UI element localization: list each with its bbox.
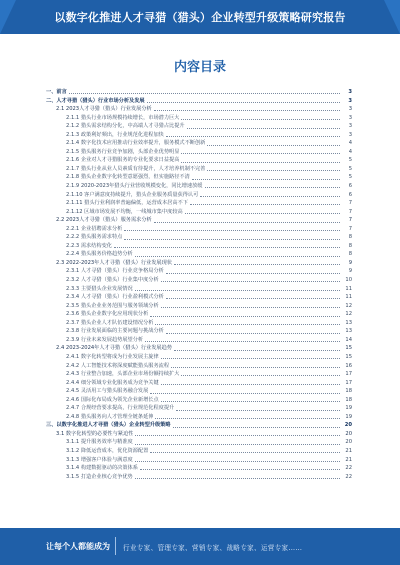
toc-entry[interactable] (46, 148, 352, 157)
toc-entry-label: 3.1.4 构建数据驱动的决策体系 (66, 465, 138, 472)
toc-entry-page-number: 6 (348, 191, 352, 198)
toc-entry-label: 2.4.8 猎头服务向人才管理全链条延伸 (66, 413, 154, 420)
toc-entry-page-number: 13 (345, 328, 352, 335)
toc-entry-label: 2.1.12 区域市场发展不均衡，一线城市集中度较高 (66, 208, 183, 215)
toc-entry-page-number: 14 (345, 336, 352, 343)
toc-entry[interactable] (46, 233, 352, 242)
toc-leader-dots (161, 384, 340, 385)
toc-entry-page-number: 8 (348, 234, 352, 241)
toc-leader-dots (154, 222, 340, 223)
toc-entry-label: 2.1.7 猎头行业从业人员素质有待提升，人才培养机制不完善 (66, 165, 206, 172)
toc-entry-page-number: 12 (345, 311, 352, 318)
toc-leader-dots (185, 213, 340, 214)
toc-entry-page-number: 4 (348, 140, 352, 147)
toc-entry[interactable] (46, 473, 352, 482)
toc-entry[interactable] (46, 413, 352, 422)
toc-entry-label: 2.4.7 合规经营要求提高，行业规范化程度提升 (66, 405, 175, 412)
toc-entry-page-number: 16 (345, 362, 352, 369)
toc-leader-dots (166, 273, 340, 274)
toc-entry-label: 3.1 数字化转型的必要性与紧迫性 (56, 430, 134, 437)
toc-leader-dots (176, 410, 340, 411)
toc-entry-label: 2.1.11 猎头行业利润率普遍偏低，运营成本居高不下 (66, 200, 188, 207)
toc-entry[interactable] (46, 216, 352, 225)
toc-entry-label: 3.1.2 降低运营成本，优化资源配置 (66, 447, 149, 454)
toc-entry-page-number: 7 (348, 225, 352, 232)
toc-entry-page-number: 8 (348, 251, 352, 258)
toc-heading: 内容目录 (173, 60, 226, 75)
toc-leader-dots (161, 281, 340, 282)
toc-entry-label: 一、前言 (46, 89, 67, 95)
toc-entry-page-number: 3 (348, 106, 352, 113)
toc-entry[interactable] (46, 165, 352, 174)
toc-entry-page-number: 9 (348, 268, 352, 275)
toc-entry-page-number: 4 (348, 148, 352, 155)
toc-leader-dots (200, 196, 340, 197)
toc-entry-page-number: 21 (345, 456, 352, 463)
toc-entry[interactable] (46, 302, 352, 311)
toc-entry-label: 2.2 2023人才寻猎（猎头）服务需求分析 (56, 217, 152, 224)
toc-leader-dots (205, 187, 341, 188)
toc-entry-page-number: 15 (345, 345, 352, 352)
toc-leader-dots (174, 350, 340, 351)
toc-entry-page-number: 22 (345, 465, 352, 472)
toc-leader-dots (181, 153, 340, 154)
toc-leader-dots (166, 136, 340, 137)
toc-entry-label: 2.3.1 人才寻猎（猎头）行业竞争格局分析 (66, 268, 164, 275)
toc-entry-label: 2.4.4 细分领域专业化服务成为竞争关键 (66, 379, 159, 386)
toc-leader-dots (135, 290, 340, 291)
toc-entry[interactable] (46, 97, 352, 106)
toc-entry[interactable] (46, 370, 352, 379)
toc-entry-page-number: 3 (348, 89, 352, 95)
toc-entry[interactable] (46, 131, 352, 140)
toc-leader-dots (135, 444, 340, 445)
toc-leader-dots (135, 478, 340, 479)
toc-entry[interactable] (46, 379, 352, 388)
toc-entry-label: 2.2.3 需求结构变化 (66, 242, 112, 249)
toc-entry-page-number: 3 (348, 123, 352, 130)
toc-entry[interactable] (46, 387, 352, 396)
toc-leader-dots (135, 461, 340, 462)
toc-leader-dots (181, 162, 340, 163)
toc-entry-label: 3.1.5 打造企业核心竞争优势 (66, 473, 133, 480)
toc-entry-label: 2.2.4 猎头服务价格趋势分析 (66, 251, 133, 258)
toc-leader-dots (181, 375, 340, 376)
toc-entry-label: 2.3.2 人才寻猎（猎头）行业集中度分析 (66, 277, 159, 284)
toc-entry-label: 2.3.4 人才寻猎（猎头）行业盈利模式分析 (66, 294, 164, 301)
toc-entry[interactable] (46, 456, 352, 465)
footer-brand: 让每个人都能成为 (46, 542, 110, 551)
toc-entry[interactable] (46, 191, 352, 200)
toc-entry-page-number: 18 (345, 396, 352, 403)
toc-leader-dots (135, 435, 340, 436)
toc-entry-page-number: 5 (348, 157, 352, 164)
toc-entry-page-number: 8 (348, 242, 352, 249)
toc-entry-label: 2.1.5 猎头服务行业竞争加剧，头部企业优势明显 (66, 148, 180, 155)
toc-entry[interactable] (46, 293, 352, 302)
toc-leader-dots (173, 427, 340, 428)
toc-entry[interactable] (46, 310, 352, 319)
toc-entry-label: 3.1.1 提升服务效率与精准度 (66, 439, 133, 446)
toc-entry-label: 2.3.9 行业未来发展趋势展望分析 (66, 336, 144, 343)
toc-entry[interactable] (46, 438, 352, 447)
toc-entry-page-number: 3 (348, 114, 352, 121)
toc-leader-dots (124, 239, 340, 240)
toc-entry[interactable] (46, 182, 352, 191)
toc-entry[interactable] (46, 430, 352, 439)
toc-entry[interactable] (46, 259, 352, 268)
toc-entry-page-number: 20 (345, 430, 352, 437)
toc-entry[interactable] (46, 242, 352, 251)
toc-entry-label: 2.3.3 主要猎头企业发展情况 (66, 285, 133, 292)
toc-entry-label: 2.4 2023-2024年人才寻猎（猎头）行业发展趋势 (56, 345, 172, 352)
toc-entry-label: 2.1.1 猎头行业市场规模持续增长，市场潜力巨大 (66, 114, 180, 121)
toc-entry[interactable] (46, 447, 352, 456)
toc-leader-dots (166, 333, 340, 334)
toc-entry-label: 二、人才寻猎（猎头）行业市场分析及发展 (46, 97, 145, 104)
toc-entry[interactable] (46, 139, 352, 148)
footer-tagline: 行业专家、管理专家、营销专家、战略专家、运营专家…… (123, 544, 303, 552)
toc-leader-dots (171, 367, 340, 368)
toc-entry-label: 2.4.3 行业整合加速，头部企业市场份额持续扩大 (66, 371, 180, 378)
toc-entry[interactable] (46, 404, 352, 413)
toc-entry-label: 2.1.10 客户满意度持续提升，猎头企业服务质量获得认可 (66, 191, 199, 198)
toc-entry[interactable] (46, 285, 352, 294)
toc-entry[interactable] (46, 122, 352, 131)
toc-entry[interactable] (46, 225, 352, 234)
toc-leader-dots (207, 170, 340, 171)
toc-leader-dots (69, 93, 340, 94)
toc-entry-page-number: 19 (345, 413, 352, 420)
toc-entry-page-number: 5 (348, 174, 352, 181)
toc-leader-dots (154, 110, 340, 111)
toc-entry-page-number: 9 (348, 259, 352, 266)
toc-entry-page-number: 17 (345, 379, 352, 386)
toc-entry-label: 2.3.8 行业发展面临的主要问题与挑战分析 (66, 328, 164, 335)
toc-leader-dots (114, 247, 340, 248)
toc-entry-label: 3.1.3 增强客户体验与满意度 (66, 456, 133, 463)
toc-entry-label: 三、以数字化推进人才寻猎（猎头）企业转型升级策略 (46, 422, 171, 429)
toc-entry-label: 2.1.3 政策利好频出，行业规范化进程加快 (66, 131, 164, 138)
toc-entry-page-number: 18 (345, 388, 352, 395)
toc-leader-dots (187, 128, 340, 129)
toc-entry-label: 2.1.9 2020-2023年猎头行业营收规模变化，同比增速放缓 (66, 183, 203, 190)
toc-entry-label: 2.1.2 猎头需求结构分化，中高端人才寻猎占比提升 (66, 123, 185, 130)
report-header (0, 0, 400, 34)
toc-entry[interactable] (46, 421, 352, 430)
toc-leader-dots (150, 316, 340, 317)
toc-entry-label: 2.3 2022-2023年人才寻猎（猎头）行业发展现状 (56, 259, 172, 266)
toc-leader-dots (145, 341, 340, 342)
toc-entry-page-number: 7 (348, 200, 352, 207)
page-footer (0, 528, 400, 565)
toc-entry[interactable] (46, 464, 352, 473)
toc-leader-dots (155, 324, 340, 325)
table-of-contents (46, 88, 352, 481)
toc-entry-page-number: 10 (345, 277, 352, 284)
toc-entry[interactable] (46, 114, 352, 123)
toc-entry-page-number: 19 (345, 405, 352, 412)
toc-leader-dots (150, 452, 340, 453)
toc-leader-dots (181, 119, 340, 120)
toc-leader-dots (124, 230, 340, 231)
report-title: 以数字化推进人才寻猎（猎头）企业转型升级策略研究报告 (54, 11, 346, 24)
toc-entry-page-number: 12 (345, 302, 352, 309)
toc-leader-dots (161, 401, 340, 402)
toc-entry-label: 2.1.4 数字化技术应用推动行业效率提升，服务模式不断创新 (66, 140, 206, 147)
toc-entry-page-number: 5 (348, 165, 352, 172)
toc-leader-dots (190, 204, 340, 205)
toc-entry[interactable] (46, 344, 352, 353)
toc-entry[interactable] (46, 267, 352, 276)
toc-entry-label: 2.2.2 猎头服务需求特点 (66, 234, 123, 241)
toc-entry-page-number: 11 (345, 294, 352, 301)
toc-entry-label: 2.1.8 猎头企业数字化转型意愿强烈，但实施路径不清 (66, 174, 190, 181)
toc-entry[interactable] (46, 156, 352, 165)
toc-leader-dots (207, 145, 340, 146)
toc-entry[interactable] (46, 327, 352, 336)
toc-leader-dots (192, 179, 340, 180)
toc-entry-page-number: 11 (345, 285, 352, 292)
toc-entry-page-number: 13 (345, 319, 352, 326)
toc-entry-label: 2.4.1 数字化转型将成为行业发展主旋律 (66, 353, 159, 360)
toc-entry[interactable] (46, 199, 352, 208)
toc-entry[interactable] (46, 396, 352, 405)
toc-entry-label: 2.1 2023人才寻猎（猎头）行业发展分析 (56, 106, 152, 113)
footer-divider (115, 537, 116, 555)
toc-leader-dots (147, 102, 340, 103)
toc-entry[interactable] (46, 336, 352, 345)
toc-entry-page-number: 22 (345, 473, 352, 480)
toc-entry-label: 2.2.1 企业招聘需求分析 (66, 225, 123, 232)
toc-entry[interactable] (46, 353, 352, 362)
toc-entry-page-number: 6 (348, 183, 352, 190)
toc-entry[interactable] (46, 276, 352, 285)
toc-entry-label: 2.3.5 猎头企业业务范围与服务领域分析 (66, 302, 159, 309)
toc-entry-label: 2.1.6 企业对人才寻猎服务的专业化要求日益提高 (66, 157, 180, 164)
toc-leader-dots (174, 264, 340, 265)
toc-entry[interactable] (46, 362, 352, 371)
toc-entry-label: 2.4.6 国际化布局成为领先企业新增长点 (66, 396, 159, 403)
toc-leader-dots (140, 469, 340, 470)
toc-entry-page-number: 21 (345, 447, 352, 454)
toc-entry-page-number: 15 (345, 353, 352, 360)
toc-leader-dots (161, 307, 340, 308)
toc-leader-dots (135, 256, 340, 257)
toc-entry-label: 2.4.2 人工智能技术将深度赋能猎头服务流程 (66, 362, 170, 369)
toc-leader-dots (161, 358, 340, 359)
toc-entry[interactable] (46, 250, 352, 259)
toc-entry-page-number: 3 (348, 131, 352, 138)
toc-leader-dots (166, 298, 340, 299)
toc-entry[interactable] (46, 208, 352, 217)
toc-entry-page-number: 20 (344, 422, 352, 429)
toc-entry-page-number: 20 (345, 439, 352, 446)
toc-entry[interactable] (46, 173, 352, 182)
toc-entry-label: 2.3.6 猎头企业数字化应用现状分析 (66, 311, 149, 318)
toc-entry-label: 2.4.5 灵活用工与猎头服务融合发展 (66, 388, 149, 395)
toc-entry-label: 2.3.7 猎头企业人才队伍建设情况分析 (66, 319, 154, 326)
toc-entry[interactable] (46, 105, 352, 114)
toc-entry-page-number: 7 (348, 217, 352, 224)
toc-entry-page-number: 17 (345, 371, 352, 378)
toc-leader-dots (150, 393, 340, 394)
toc-leader-dots (155, 418, 340, 419)
toc-entry[interactable] (46, 319, 352, 328)
toc-entry-page-number: 3 (348, 97, 352, 104)
toc-entry-page-number: 7 (348, 208, 352, 215)
toc-entry[interactable] (46, 88, 352, 97)
